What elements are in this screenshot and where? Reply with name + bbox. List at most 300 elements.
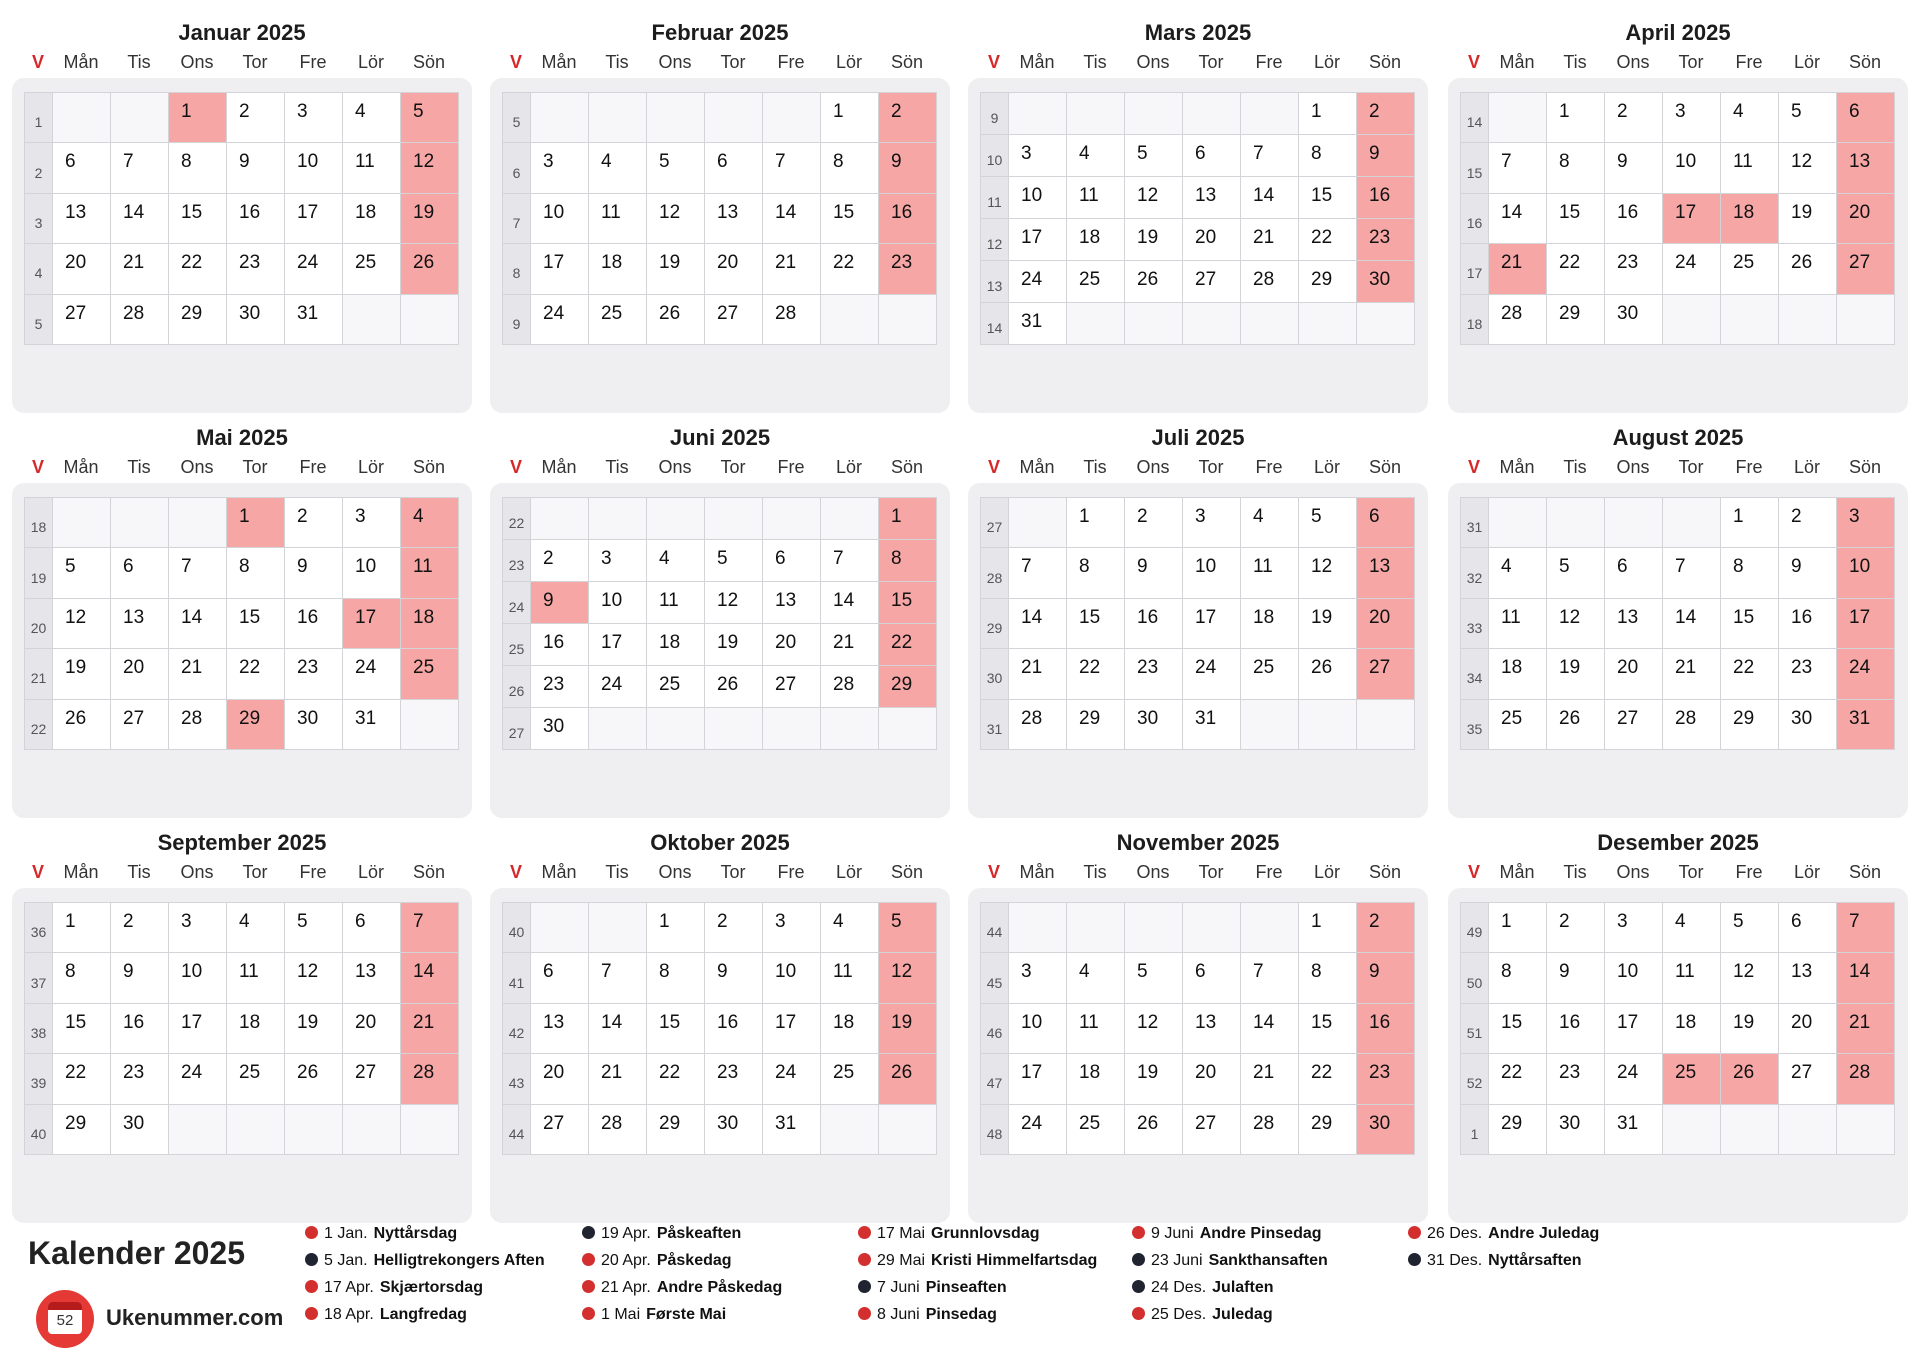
day-cell[interactable] (1605, 903, 1663, 953)
day-cell[interactable] (1779, 903, 1837, 953)
day-cell[interactable] (169, 143, 227, 193)
day-cell[interactable] (1605, 93, 1663, 143)
day-cell[interactable] (1009, 177, 1067, 219)
day-cell[interactable] (401, 903, 459, 953)
day-cell[interactable] (531, 582, 589, 624)
day-cell[interactable] (589, 295, 647, 345)
day-cell[interactable] (1547, 194, 1605, 244)
day-cell[interactable] (169, 649, 227, 699)
day-cell[interactable] (647, 194, 705, 244)
day-cell[interactable] (1663, 548, 1721, 598)
day-cell[interactable] (1837, 93, 1895, 143)
day-cell[interactable] (1125, 700, 1183, 750)
day-cell[interactable] (111, 953, 169, 1003)
day-cell[interactable] (1125, 1054, 1183, 1104)
day-cell[interactable] (227, 498, 285, 548)
day-cell[interactable] (401, 599, 459, 649)
day-cell[interactable] (821, 666, 879, 708)
day-cell[interactable] (1357, 177, 1415, 219)
day-cell[interactable] (589, 194, 647, 244)
day-cell[interactable] (647, 244, 705, 294)
day-cell[interactable] (531, 540, 589, 582)
day-cell[interactable] (1489, 649, 1547, 699)
day-cell[interactable] (1547, 1054, 1605, 1104)
day-cell[interactable] (647, 953, 705, 1003)
day-cell[interactable] (763, 582, 821, 624)
day-cell[interactable] (1183, 135, 1241, 177)
day-cell[interactable] (531, 666, 589, 708)
day-cell[interactable] (111, 143, 169, 193)
day-cell[interactable] (1299, 498, 1357, 548)
day-cell[interactable] (1489, 1004, 1547, 1054)
day-cell[interactable] (53, 599, 111, 649)
day-cell[interactable] (647, 143, 705, 193)
day-cell[interactable] (879, 666, 937, 708)
day-cell[interactable] (227, 548, 285, 598)
day-cell[interactable] (1837, 548, 1895, 598)
day-cell[interactable] (285, 244, 343, 294)
day-cell[interactable] (285, 1054, 343, 1104)
day-cell[interactable] (1067, 953, 1125, 1003)
day-cell[interactable] (1547, 244, 1605, 294)
day-cell[interactable] (1837, 498, 1895, 548)
day-cell[interactable] (1183, 177, 1241, 219)
day-cell[interactable] (1009, 261, 1067, 303)
day-cell[interactable] (589, 582, 647, 624)
day-cell[interactable] (169, 700, 227, 750)
day-cell[interactable] (1241, 548, 1299, 598)
day-cell[interactable] (1125, 135, 1183, 177)
day-cell[interactable] (401, 953, 459, 1003)
day-cell[interactable] (763, 540, 821, 582)
day-cell[interactable] (1663, 903, 1721, 953)
day-cell[interactable] (647, 582, 705, 624)
day-cell[interactable] (343, 498, 401, 548)
day-cell[interactable] (111, 1004, 169, 1054)
day-cell[interactable] (1779, 143, 1837, 193)
day-cell[interactable] (1721, 1004, 1779, 1054)
day-cell[interactable] (821, 582, 879, 624)
day-cell[interactable] (763, 244, 821, 294)
day-cell[interactable] (1009, 303, 1067, 345)
day-cell[interactable] (1721, 498, 1779, 548)
day-cell[interactable] (1067, 1054, 1125, 1104)
day-cell[interactable] (705, 666, 763, 708)
day-cell[interactable] (647, 1004, 705, 1054)
day-cell[interactable] (401, 1054, 459, 1104)
day-cell[interactable] (1183, 1105, 1241, 1155)
day-cell[interactable] (1721, 143, 1779, 193)
day-cell[interactable] (1779, 194, 1837, 244)
day-cell[interactable] (1357, 1054, 1415, 1104)
day-cell[interactable] (1489, 1054, 1547, 1104)
day-cell[interactable] (1125, 177, 1183, 219)
day-cell[interactable] (1067, 177, 1125, 219)
day-cell[interactable] (1779, 498, 1837, 548)
day-cell[interactable] (531, 143, 589, 193)
day-cell[interactable] (879, 93, 937, 143)
day-cell[interactable] (343, 143, 401, 193)
day-cell[interactable] (879, 244, 937, 294)
day-cell[interactable] (227, 953, 285, 1003)
day-cell[interactable] (1299, 219, 1357, 261)
day-cell[interactable] (647, 540, 705, 582)
day-cell[interactable] (1779, 93, 1837, 143)
day-cell[interactable] (1663, 953, 1721, 1003)
day-cell[interactable] (343, 1004, 401, 1054)
day-cell[interactable] (763, 953, 821, 1003)
day-cell[interactable] (1241, 649, 1299, 699)
day-cell[interactable] (227, 244, 285, 294)
day-cell[interactable] (763, 666, 821, 708)
day-cell[interactable] (1183, 219, 1241, 261)
day-cell[interactable] (705, 194, 763, 244)
day-cell[interactable] (1605, 1105, 1663, 1155)
day-cell[interactable] (1547, 295, 1605, 345)
day-cell[interactable] (1125, 219, 1183, 261)
day-cell[interactable] (879, 194, 937, 244)
day-cell[interactable] (1779, 953, 1837, 1003)
day-cell[interactable] (1067, 599, 1125, 649)
day-cell[interactable] (343, 649, 401, 699)
day-cell[interactable] (589, 666, 647, 708)
day-cell[interactable] (1605, 194, 1663, 244)
day-cell[interactable] (705, 1004, 763, 1054)
day-cell[interactable] (1663, 649, 1721, 699)
day-cell[interactable] (285, 295, 343, 345)
day-cell[interactable] (1183, 261, 1241, 303)
site-name[interactable]: Ukenummer.com (106, 1305, 284, 1330)
day-cell[interactable] (1837, 194, 1895, 244)
day-cell[interactable] (1183, 1004, 1241, 1054)
day-cell[interactable] (1837, 244, 1895, 294)
day-cell[interactable] (821, 953, 879, 1003)
day-cell[interactable] (401, 548, 459, 598)
day-cell[interactable] (1721, 93, 1779, 143)
day-cell[interactable] (1837, 1004, 1895, 1054)
day-cell[interactable] (1241, 1105, 1299, 1155)
day-cell[interactable] (705, 903, 763, 953)
day-cell[interactable] (111, 1054, 169, 1104)
day-cell[interactable] (1779, 244, 1837, 294)
day-cell[interactable] (821, 1004, 879, 1054)
day-cell[interactable] (1605, 244, 1663, 294)
day-cell[interactable] (1241, 177, 1299, 219)
day-cell[interactable] (401, 143, 459, 193)
day-cell[interactable] (169, 548, 227, 598)
day-cell[interactable] (589, 953, 647, 1003)
day-cell[interactable] (531, 295, 589, 345)
day-cell[interactable] (227, 903, 285, 953)
day-cell[interactable] (1357, 135, 1415, 177)
day-cell[interactable] (1183, 1054, 1241, 1104)
day-cell[interactable] (1357, 498, 1415, 548)
day-cell[interactable] (1779, 599, 1837, 649)
day-cell[interactable] (1009, 700, 1067, 750)
day-cell[interactable] (1125, 649, 1183, 699)
day-cell[interactable] (401, 649, 459, 699)
day-cell[interactable] (1779, 649, 1837, 699)
day-cell[interactable] (1067, 649, 1125, 699)
day-cell[interactable] (705, 143, 763, 193)
day-cell[interactable] (1357, 548, 1415, 598)
day-cell[interactable] (589, 1105, 647, 1155)
day-cell[interactable] (401, 498, 459, 548)
day-cell[interactable] (53, 903, 111, 953)
day-cell[interactable] (1357, 93, 1415, 135)
day-cell[interactable] (169, 244, 227, 294)
day-cell[interactable] (285, 953, 343, 1003)
day-cell[interactable] (1547, 953, 1605, 1003)
day-cell[interactable] (1605, 649, 1663, 699)
day-cell[interactable] (763, 624, 821, 666)
day-cell[interactable] (111, 244, 169, 294)
day-cell[interactable] (1125, 498, 1183, 548)
day-cell[interactable] (285, 143, 343, 193)
day-cell[interactable] (111, 903, 169, 953)
day-cell[interactable] (343, 548, 401, 598)
day-cell[interactable] (1837, 953, 1895, 1003)
day-cell[interactable] (1721, 244, 1779, 294)
day-cell[interactable] (1241, 1004, 1299, 1054)
day-cell[interactable] (879, 540, 937, 582)
day-cell[interactable] (1547, 93, 1605, 143)
day-cell[interactable] (343, 953, 401, 1003)
day-cell[interactable] (647, 624, 705, 666)
day-cell[interactable] (1357, 599, 1415, 649)
day-cell[interactable] (1299, 953, 1357, 1003)
day-cell[interactable] (111, 194, 169, 244)
day-cell[interactable] (589, 1004, 647, 1054)
day-cell[interactable] (1299, 177, 1357, 219)
day-cell[interactable] (1299, 1004, 1357, 1054)
day-cell[interactable] (1357, 649, 1415, 699)
day-cell[interactable] (1183, 599, 1241, 649)
day-cell[interactable] (111, 700, 169, 750)
day-cell[interactable] (227, 649, 285, 699)
day-cell[interactable] (1721, 649, 1779, 699)
day-cell[interactable] (1299, 599, 1357, 649)
day-cell[interactable] (705, 953, 763, 1003)
day-cell[interactable] (589, 540, 647, 582)
day-cell[interactable] (1125, 548, 1183, 598)
day-cell[interactable] (343, 244, 401, 294)
day-cell[interactable] (1547, 700, 1605, 750)
day-cell[interactable] (763, 194, 821, 244)
day-cell[interactable] (1721, 903, 1779, 953)
day-cell[interactable] (227, 700, 285, 750)
day-cell[interactable] (1489, 548, 1547, 598)
day-cell[interactable] (879, 624, 937, 666)
day-cell[interactable] (53, 649, 111, 699)
day-cell[interactable] (169, 93, 227, 143)
day-cell[interactable] (705, 540, 763, 582)
day-cell[interactable] (285, 599, 343, 649)
day-cell[interactable] (821, 194, 879, 244)
day-cell[interactable] (1663, 93, 1721, 143)
day-cell[interactable] (343, 599, 401, 649)
day-cell[interactable] (1721, 1054, 1779, 1104)
day-cell[interactable] (531, 708, 589, 750)
day-cell[interactable] (1357, 1004, 1415, 1054)
day-cell[interactable] (285, 649, 343, 699)
day-cell[interactable] (705, 244, 763, 294)
day-cell[interactable] (763, 1054, 821, 1104)
day-cell[interactable] (821, 93, 879, 143)
day-cell[interactable] (1547, 143, 1605, 193)
day-cell[interactable] (1125, 1004, 1183, 1054)
day-cell[interactable] (1663, 599, 1721, 649)
day-cell[interactable] (1779, 1054, 1837, 1104)
day-cell[interactable] (531, 1105, 589, 1155)
day-cell[interactable] (1125, 1105, 1183, 1155)
day-cell[interactable] (1009, 953, 1067, 1003)
day-cell[interactable] (1183, 953, 1241, 1003)
day-cell[interactable] (531, 244, 589, 294)
day-cell[interactable] (1605, 548, 1663, 598)
day-cell[interactable] (1837, 599, 1895, 649)
day-cell[interactable] (111, 599, 169, 649)
day-cell[interactable] (1357, 261, 1415, 303)
day-cell[interactable] (1299, 93, 1357, 135)
day-cell[interactable] (531, 194, 589, 244)
day-cell[interactable] (1605, 599, 1663, 649)
day-cell[interactable] (1605, 295, 1663, 345)
day-cell[interactable] (1183, 649, 1241, 699)
day-cell[interactable] (879, 953, 937, 1003)
day-cell[interactable] (821, 540, 879, 582)
day-cell[interactable] (1547, 903, 1605, 953)
day-cell[interactable] (879, 1004, 937, 1054)
day-cell[interactable] (1125, 261, 1183, 303)
day-cell[interactable] (285, 548, 343, 598)
day-cell[interactable] (1067, 219, 1125, 261)
day-cell[interactable] (111, 295, 169, 345)
day-cell[interactable] (1357, 953, 1415, 1003)
day-cell[interactable] (1241, 1054, 1299, 1104)
day-cell[interactable] (169, 953, 227, 1003)
day-cell[interactable] (1183, 700, 1241, 750)
day-cell[interactable] (1663, 1054, 1721, 1104)
day-cell[interactable] (1489, 194, 1547, 244)
day-cell[interactable] (1489, 295, 1547, 345)
day-cell[interactable] (531, 1004, 589, 1054)
day-cell[interactable] (1779, 548, 1837, 598)
day-cell[interactable] (589, 143, 647, 193)
day-cell[interactable] (647, 1054, 705, 1104)
day-cell[interactable] (1241, 261, 1299, 303)
day-cell[interactable] (343, 700, 401, 750)
day-cell[interactable] (169, 295, 227, 345)
day-cell[interactable] (53, 1004, 111, 1054)
day-cell[interactable] (1721, 548, 1779, 598)
day-cell[interactable] (227, 1054, 285, 1104)
day-cell[interactable] (1489, 953, 1547, 1003)
day-cell[interactable] (285, 1004, 343, 1054)
day-cell[interactable] (1721, 599, 1779, 649)
day-cell[interactable] (821, 143, 879, 193)
day-cell[interactable] (531, 953, 589, 1003)
day-cell[interactable] (1357, 1105, 1415, 1155)
day-cell[interactable] (1663, 143, 1721, 193)
day-cell[interactable] (227, 1004, 285, 1054)
day-cell[interactable] (763, 903, 821, 953)
day-cell[interactable] (647, 903, 705, 953)
day-cell[interactable] (169, 903, 227, 953)
day-cell[interactable] (1299, 903, 1357, 953)
day-cell[interactable] (1299, 548, 1357, 598)
day-cell[interactable] (879, 582, 937, 624)
day-cell[interactable] (1183, 498, 1241, 548)
day-cell[interactable] (285, 700, 343, 750)
day-cell[interactable] (821, 1054, 879, 1104)
day-cell[interactable] (589, 624, 647, 666)
day-cell[interactable] (763, 1105, 821, 1155)
day-cell[interactable] (1605, 1054, 1663, 1104)
day-cell[interactable] (1009, 1004, 1067, 1054)
day-cell[interactable] (589, 1054, 647, 1104)
day-cell[interactable] (763, 1004, 821, 1054)
day-cell[interactable] (879, 903, 937, 953)
day-cell[interactable] (647, 295, 705, 345)
day-cell[interactable] (1663, 244, 1721, 294)
day-cell[interactable] (1547, 649, 1605, 699)
day-cell[interactable] (1125, 599, 1183, 649)
day-cell[interactable] (401, 93, 459, 143)
day-cell[interactable] (53, 194, 111, 244)
day-cell[interactable] (227, 599, 285, 649)
day-cell[interactable] (53, 295, 111, 345)
day-cell[interactable] (111, 1105, 169, 1155)
day-cell[interactable] (1605, 700, 1663, 750)
day-cell[interactable] (821, 903, 879, 953)
day-cell[interactable] (285, 93, 343, 143)
day-cell[interactable] (705, 624, 763, 666)
day-cell[interactable] (1067, 1004, 1125, 1054)
day-cell[interactable] (1009, 135, 1067, 177)
day-cell[interactable] (1067, 1105, 1125, 1155)
day-cell[interactable] (1489, 1105, 1547, 1155)
day-cell[interactable] (1489, 700, 1547, 750)
day-cell[interactable] (111, 548, 169, 598)
day-cell[interactable] (1299, 1054, 1357, 1104)
day-cell[interactable] (53, 700, 111, 750)
day-cell[interactable] (879, 498, 937, 540)
day-cell[interactable] (343, 194, 401, 244)
day-cell[interactable] (705, 1054, 763, 1104)
day-cell[interactable] (1067, 135, 1125, 177)
day-cell[interactable] (1721, 194, 1779, 244)
day-cell[interactable] (1837, 903, 1895, 953)
day-cell[interactable] (705, 582, 763, 624)
day-cell[interactable] (1837, 700, 1895, 750)
day-cell[interactable] (1547, 599, 1605, 649)
day-cell[interactable] (1357, 219, 1415, 261)
day-cell[interactable] (227, 93, 285, 143)
day-cell[interactable] (169, 194, 227, 244)
day-cell[interactable] (1067, 700, 1125, 750)
day-cell[interactable] (1837, 649, 1895, 699)
day-cell[interactable] (1663, 700, 1721, 750)
day-cell[interactable] (1241, 135, 1299, 177)
day-cell[interactable] (1605, 1004, 1663, 1054)
day-cell[interactable] (1837, 143, 1895, 193)
day-cell[interactable] (879, 143, 937, 193)
day-cell[interactable] (401, 1004, 459, 1054)
day-cell[interactable] (53, 143, 111, 193)
day-cell[interactable] (763, 295, 821, 345)
day-cell[interactable] (1489, 903, 1547, 953)
